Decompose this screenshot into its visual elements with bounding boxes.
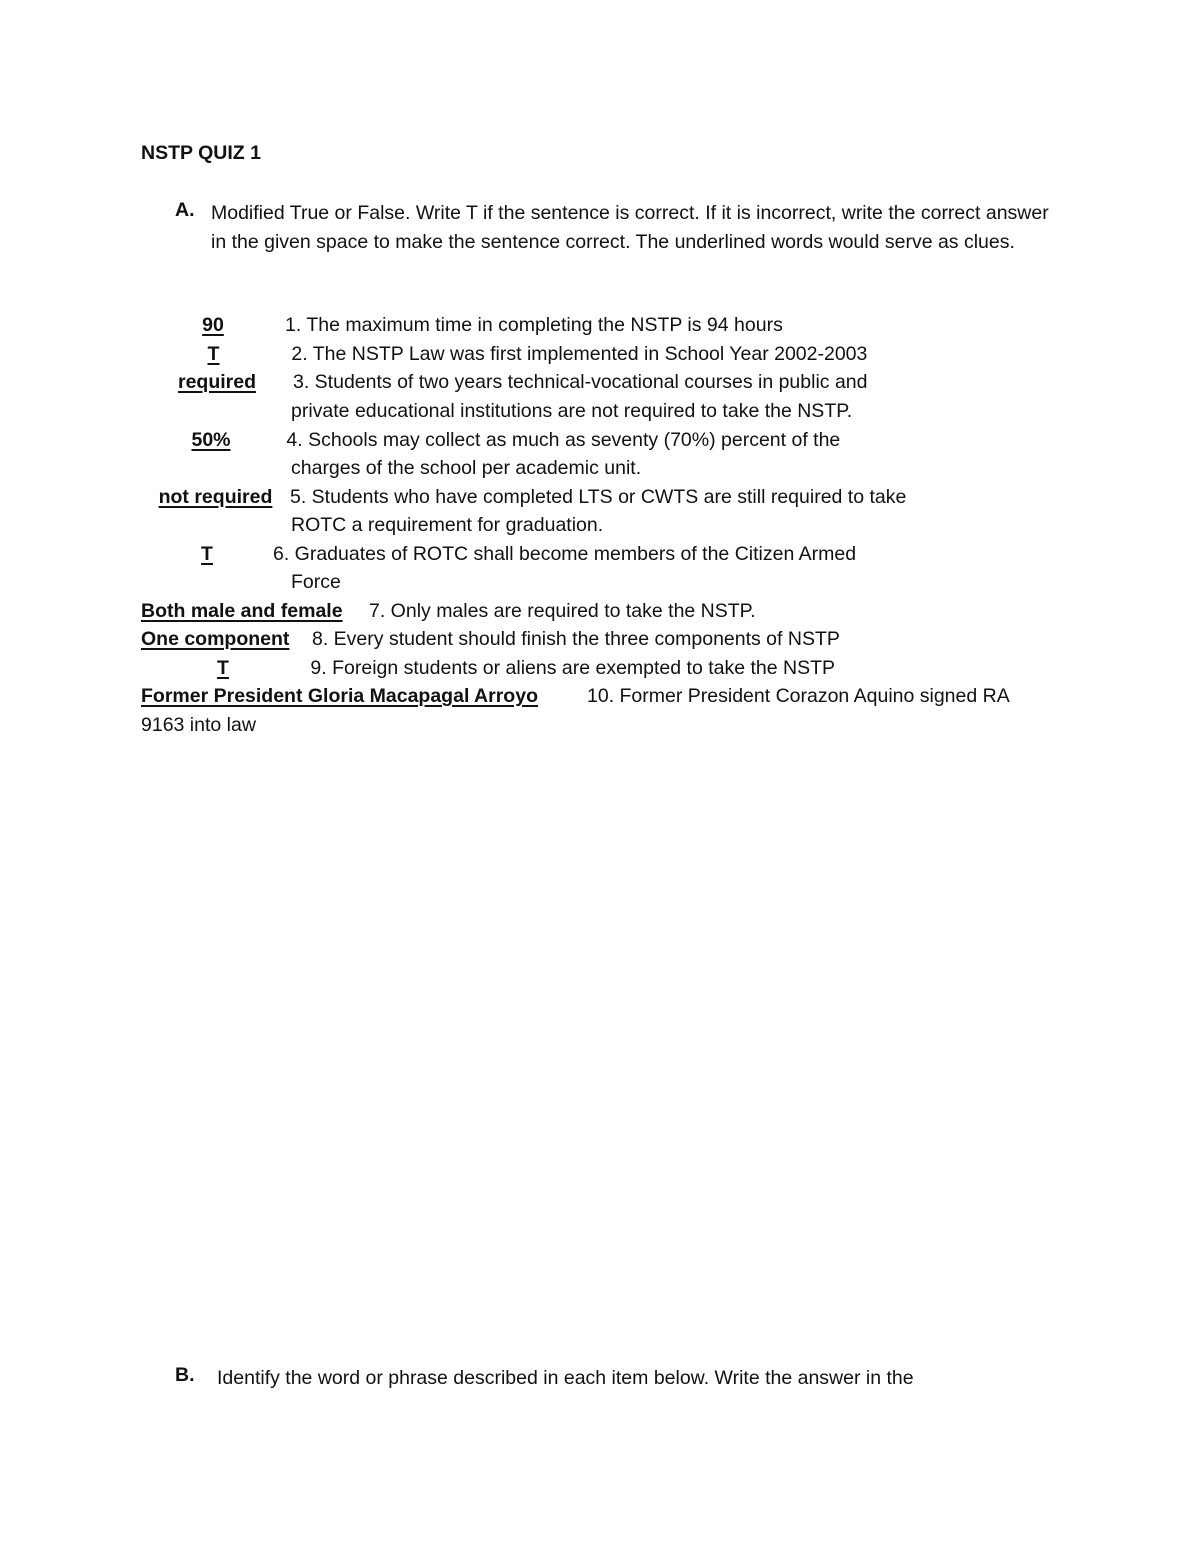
question-text-3-continued: private educational institutions are not required to take the NSTP. bbox=[291, 400, 853, 422]
answer-blank-5: not required bbox=[158, 486, 273, 508]
question-text-1: 1. The maximum time in completing the NSTP is 94 hours bbox=[285, 314, 783, 336]
question-text-5-continued: ROTC a requirement for graduation. bbox=[291, 514, 604, 536]
answer-blank-6: T bbox=[201, 543, 213, 565]
quiz-item-7 bbox=[141, 597, 756, 626]
answer-blank-10: Former President Gloria Macapagal Arroyo bbox=[141, 685, 538, 707]
section-b-letter: B. bbox=[175, 1364, 195, 1386]
quiz-title: NSTP QUIZ 1 bbox=[141, 142, 261, 164]
question-text-8: 8. Every student should finish the three components of NSTP bbox=[312, 628, 840, 650]
question-text-5: 5. Students who have completed LTS or CWTS are still required to take bbox=[290, 486, 907, 508]
question-text-7: 7. Only males are required to take the NSTP. bbox=[369, 600, 756, 622]
answer-blank-9: T bbox=[217, 657, 229, 679]
quiz-item-5 bbox=[141, 483, 906, 512]
question-text-4-continued: charges of the school per academic unit. bbox=[291, 457, 642, 479]
question-text-6: 6. Graduates of ROTC shall become members of the Citizen Armed bbox=[273, 543, 857, 565]
quiz-item-9 bbox=[141, 654, 835, 683]
answer-blank-4: 50% bbox=[191, 429, 231, 451]
answer-blank-2: T bbox=[207, 343, 220, 365]
question-text-10: 10. Former President Corazon Aquino signed RA bbox=[587, 685, 1010, 707]
section-a-letter: A. bbox=[175, 199, 195, 221]
section-b-instructions: Identify the word or phrase described in each item below. Write the answer in the bbox=[217, 1367, 914, 1389]
quiz-item-8 bbox=[141, 625, 840, 654]
quiz-item-1 bbox=[141, 311, 783, 340]
section-a-instructions: Modified True or False. Write T if the sentence is correct. If it is incorrect, write the correct answer in the given space to make the sentence correct. The underlined words would serve as clues. bbox=[211, 202, 1049, 253]
question-text-10-continued: 9163 into law bbox=[141, 714, 256, 736]
answer-blank-7: Both male and female bbox=[141, 600, 343, 622]
quiz-item-2 bbox=[141, 340, 867, 369]
question-text-6-continued: Force bbox=[291, 571, 341, 593]
answer-blank-8: One component bbox=[141, 628, 290, 650]
quiz-item-3 bbox=[141, 368, 868, 397]
answer-blank-1: 90 bbox=[202, 314, 224, 336]
question-text-3: 3. Students of two years technical-vocational courses in public and bbox=[293, 371, 868, 393]
quiz-item-6 bbox=[141, 540, 856, 569]
question-text-4: 4. Schools may collect as much as seventy (70%) percent of the bbox=[281, 429, 841, 451]
quiz-item-10 bbox=[141, 682, 1010, 711]
question-text-9: 9. Foreign students or aliens are exempted to take the NSTP bbox=[305, 657, 836, 679]
question-text-2: 2. The NSTP Law was first implemented in School Year 2002-2003 bbox=[286, 343, 868, 365]
quiz-item-4 bbox=[141, 426, 840, 455]
answer-blank-3: required bbox=[177, 371, 257, 393]
